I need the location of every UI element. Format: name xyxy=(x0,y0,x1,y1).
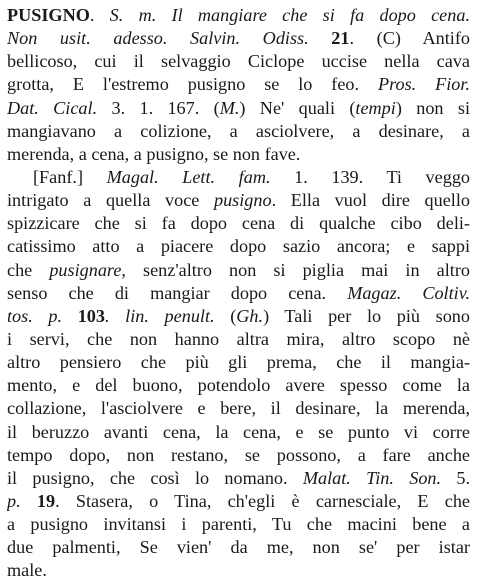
text-run: mento, e del buono, potendolo avere spesso come la xyxy=(7,375,470,396)
text-line xyxy=(7,189,470,212)
text-run: senso che di mangiar dopo cena. xyxy=(7,282,348,303)
italic-text: Gh. xyxy=(236,305,264,326)
text-line xyxy=(7,467,470,490)
bold-text: PUSIGNO xyxy=(7,5,90,25)
text-line xyxy=(7,97,470,120)
italic-text: Malat. Tin. Son. xyxy=(302,467,442,488)
italic-text: pusignare xyxy=(49,259,122,280)
text-run: ) non si xyxy=(395,97,470,118)
bold-text: 19 xyxy=(20,490,56,511)
italic-text: S. m. Il mangiare che si fa dopo cena. xyxy=(94,5,470,25)
text-run: [Fanf.] xyxy=(33,166,107,187)
text-run: due palmenti, Se vien' da me, non se' per istar xyxy=(7,537,470,558)
text-run: . (C) Antifo xyxy=(349,28,470,49)
text-line xyxy=(7,374,470,397)
text-run: tempo dopo, non restano, se possono, a fare anche xyxy=(7,444,470,465)
text-line xyxy=(7,259,470,282)
text-line xyxy=(7,305,470,328)
text-line xyxy=(7,166,470,189)
text-run: collazione, l'asciolvere e bere, il desinare, la merenda, xyxy=(7,398,470,419)
italic-text: tempi xyxy=(355,97,396,118)
text-line xyxy=(7,421,470,444)
text-run: il beruzzo avanti cena, la cena, e se punto vi corre xyxy=(7,421,470,442)
text-line xyxy=(7,490,470,513)
bold-text: 103 xyxy=(77,305,105,326)
text-line xyxy=(7,27,470,50)
text-run: che xyxy=(7,259,50,280)
text-run: spizzicare che si fa dopo cena di qualche cibo deli- xyxy=(7,213,470,234)
text-line xyxy=(7,351,470,374)
italic-text: Dat. Cical. xyxy=(7,97,98,118)
text-run: . xyxy=(89,5,95,25)
text-run: , senz'altro non si piglia mai in altro xyxy=(121,259,470,280)
text-run: mangiavano a colizione, a asciolvere, a desinare, a xyxy=(7,120,470,141)
italic-text: pusigno xyxy=(213,190,272,211)
text-line xyxy=(7,50,470,73)
text-run: male. xyxy=(7,560,47,581)
italic-text: M. xyxy=(219,97,240,118)
italic-text: Pros. Fior. xyxy=(377,74,470,95)
italic-text: tos. p. xyxy=(7,305,78,326)
text-run: 1. 139. Ti veggo xyxy=(270,166,470,187)
text-run: 5. xyxy=(441,467,470,488)
text-run: il pusigno, che così lo nomano. xyxy=(7,467,303,488)
text-line xyxy=(7,212,470,235)
text-run: bellicoso, cui il selvaggio Ciclope uccise nella cava xyxy=(7,51,470,72)
text-run: a pusigno invitansi i parenti, Tu che macini bene a xyxy=(7,514,470,535)
text-run: intrigato a quella voce xyxy=(7,190,214,211)
text-run: 3. 1. 167. ( xyxy=(97,97,220,118)
text-run: . Ella vuol dire quello xyxy=(271,190,470,211)
text-line xyxy=(7,559,470,582)
text-run: grotta, E l'estremo pusigno se lo feo. xyxy=(7,74,378,95)
definition-paragraph xyxy=(7,4,470,166)
text-line xyxy=(7,4,470,27)
text-line xyxy=(7,73,470,96)
italic-text: Non usit. adesso. Salvin. Odiss. xyxy=(7,28,332,49)
text-line xyxy=(7,282,470,305)
text-line xyxy=(7,444,470,467)
text-line xyxy=(7,143,470,166)
text-line xyxy=(7,397,470,420)
text-run: ) Tali per lo più sono xyxy=(263,305,470,326)
citation-paragraph xyxy=(7,166,470,583)
text-line xyxy=(7,120,470,143)
italic-text: p. xyxy=(7,490,21,511)
text-run: catissimo atto a piacere dopo sazio ancora; e sappi xyxy=(7,236,470,257)
bold-text: 21 xyxy=(331,28,350,49)
text-run: merenda, a cena, a pusigno, se non fave. xyxy=(7,143,301,164)
text-run: i servi, che non hanno altra mira, altro scopo nè xyxy=(7,328,470,349)
text-run: ) Ne' quali ( xyxy=(239,97,356,118)
text-line xyxy=(7,536,470,559)
italic-text: Magal. Lett. fam. xyxy=(106,166,271,187)
text-run: . Stasera, o Tina, ch'egli è carnesciale, E che xyxy=(55,490,470,511)
italic-text: Magaz. Coltiv. xyxy=(347,282,470,303)
text-run: altro pensiero che più gli prema, che il mangia- xyxy=(7,352,470,373)
text-line xyxy=(7,235,470,258)
text-run: ( xyxy=(214,305,237,326)
text-line xyxy=(7,328,470,351)
italic-text: . lin. penult. xyxy=(104,305,215,326)
dictionary-entry xyxy=(7,4,470,583)
